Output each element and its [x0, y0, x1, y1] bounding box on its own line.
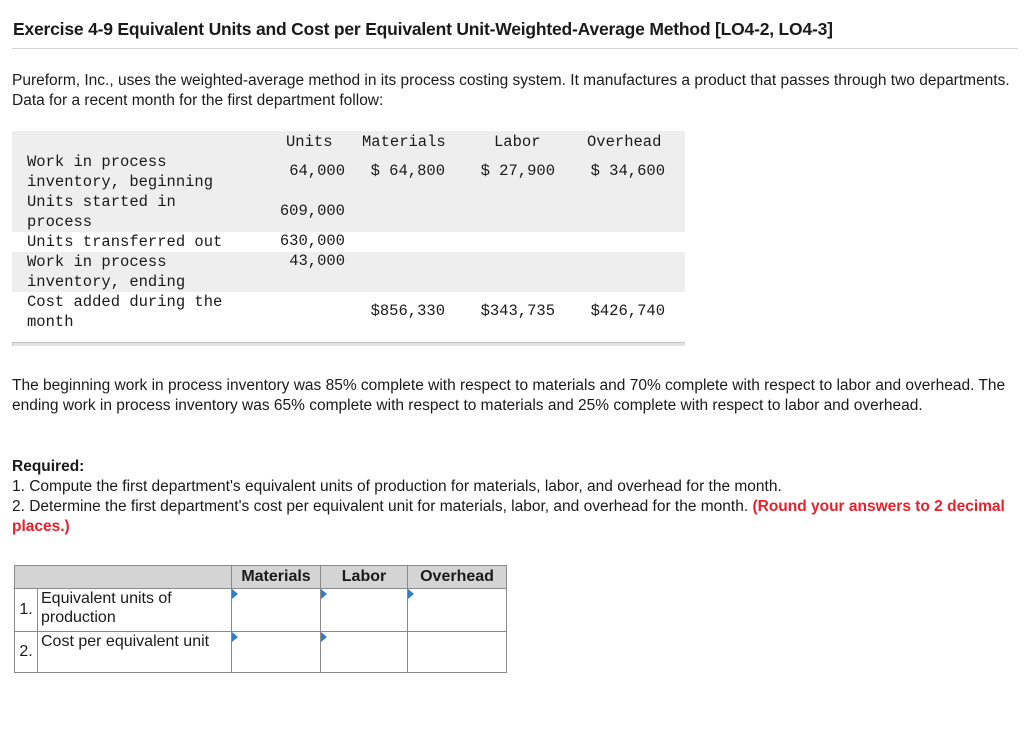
cell-overhead: $ 34,600 — [590, 162, 665, 180]
data-table-bottom-rule — [12, 342, 685, 346]
required-item-1: 1. Compute the first department's equivalent units of production for materials, labor, and overhead for the month. — [12, 478, 782, 495]
row-label-line: month — [27, 313, 74, 331]
required-section — [12, 457, 1012, 537]
col-header-overhead: Overhead — [587, 133, 662, 151]
cell-labor: $ 27,900 — [480, 162, 555, 180]
cell-units: 43,000 — [289, 252, 345, 270]
row-label — [27, 192, 176, 232]
row-label-line: Work in process — [27, 153, 167, 171]
answer-row-number: 1. — [15, 589, 38, 632]
cell-materials: $ 64,800 — [370, 162, 445, 180]
answer-row-number: 2. — [15, 632, 38, 673]
answer-row-cost-per-unit — [15, 632, 507, 673]
answer-row-label: Cost per equivalent unit — [38, 632, 232, 673]
department-data-table — [12, 131, 685, 332]
cost-per-unit-labor-input[interactable] — [321, 632, 408, 673]
required-item-2-text: 2. Determine the first department's cost per equivalent unit for materials, labor, and overhead for the month. — [12, 498, 749, 515]
cost-per-unit-materials-input[interactable] — [232, 632, 321, 673]
cell-labor: $343,735 — [480, 302, 555, 320]
title-divider — [12, 48, 1018, 49]
row-label-line: inventory, ending — [27, 273, 186, 291]
data-row-cost-added — [12, 292, 685, 332]
row-label — [27, 152, 213, 192]
input-marker-icon — [321, 589, 327, 599]
rounding-note: (Round your answers to 2 decimal places.) — [12, 498, 1005, 535]
data-row-units-started — [12, 192, 685, 232]
col-header-materials: Materials — [362, 133, 446, 151]
data-table-header — [12, 131, 685, 152]
row-label: Units transferred out — [27, 233, 223, 251]
answer-table — [14, 565, 507, 673]
answer-col-materials: Materials — [232, 566, 321, 589]
answer-header-corner — [15, 566, 232, 589]
col-header-labor: Labor — [494, 133, 541, 151]
cell-units: 609,000 — [279, 202, 345, 220]
input-marker-icon — [232, 589, 238, 599]
answer-col-overhead: Overhead — [408, 566, 507, 589]
completion-note: The beginning work in process inventory was 85% complete with respect to materials and 70% complete with respect to labor and overhead. The ending work in process inventory was 65% complete with respect to materials and 25% complete with respect to labor and overhead. — [12, 377, 1006, 414]
cell-units: 64,000 — [289, 162, 345, 180]
answer-row-label: Equivalent units of production — [38, 589, 232, 632]
intro-paragraph: Pureform, Inc., uses the weighted-average method in its process costing system. It manufactures a product that passes through two departments. Data for a recent month for the first department follow: — [12, 72, 1010, 109]
data-row-wip-beginning — [12, 152, 685, 192]
answer-col-labor: Labor — [321, 566, 408, 589]
row-label — [27, 252, 185, 292]
row-label-line: process — [27, 213, 93, 231]
equivalent-units-materials-input[interactable] — [232, 589, 321, 632]
row-label-line: inventory, beginning — [27, 173, 214, 191]
row-label-line: Work in process — [27, 253, 167, 271]
answer-header-row — [15, 566, 507, 589]
row-label-line: Cost added during the — [27, 293, 223, 311]
cell-units: 630,000 — [279, 232, 345, 250]
input-marker-icon — [232, 632, 238, 642]
col-header-units: Units — [286, 133, 333, 151]
cost-per-unit-overhead-input[interactable] — [408, 632, 507, 673]
input-marker-icon — [408, 589, 414, 599]
exercise-title: Exercise 4-9 Equivalent Units and Cost per Equivalent Unit-Weighted-Average Method [LO4-2, LO4-3] — [13, 19, 833, 39]
data-row-wip-ending — [12, 252, 685, 292]
answer-row-equivalent-units — [15, 589, 507, 632]
required-heading: Required: — [12, 458, 85, 475]
equivalent-units-labor-input[interactable] — [321, 589, 408, 632]
row-label — [27, 292, 222, 332]
input-marker-icon — [321, 632, 327, 642]
cell-overhead: $426,740 — [590, 302, 665, 320]
data-row-transferred-out — [12, 232, 685, 252]
equivalent-units-overhead-input[interactable] — [408, 589, 507, 632]
required-item-2 — [12, 497, 1012, 537]
row-label-line: Units started in — [27, 193, 176, 211]
cell-materials: $856,330 — [370, 302, 445, 320]
